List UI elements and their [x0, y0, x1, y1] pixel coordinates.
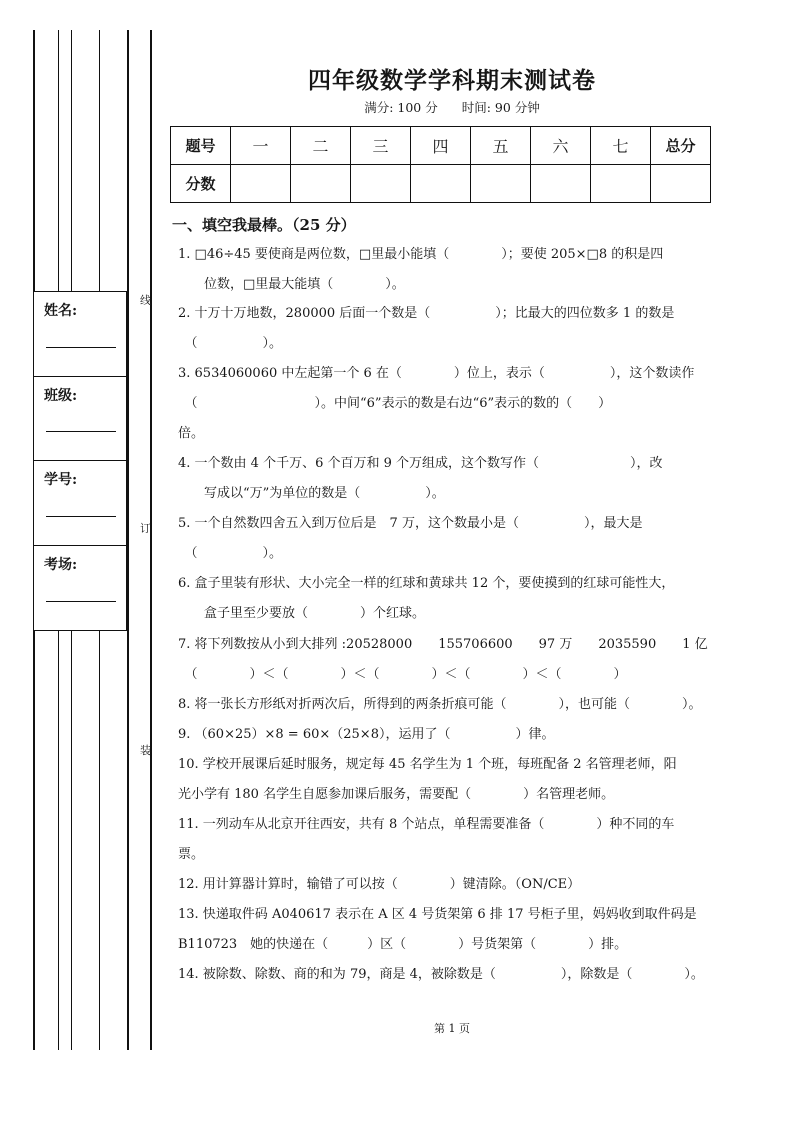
question-line: 5. 一个自然数四舍五入到万位后是 7 万，这个数最小是（ ），最大是	[178, 516, 643, 531]
full-score: 满分: 100 分	[364, 100, 438, 115]
question-line: 光小学有 180 名学生自愿参加课后服务，需要配（ ）名管理老师。	[178, 787, 615, 802]
class-label: 班级:	[44, 387, 78, 404]
header-cell: 总分	[651, 127, 711, 165]
question-line: 倍。	[178, 426, 205, 441]
question-5	[178, 509, 750, 569]
binding-line	[127, 30, 129, 1050]
question-4	[178, 449, 750, 509]
score-table	[170, 126, 711, 203]
exam-room-blank[interactable]	[46, 601, 116, 602]
question-11	[178, 810, 750, 870]
question-line: 写成以“万”为单位的数是（ ）。	[178, 486, 445, 501]
question-line: （ ）。	[178, 546, 283, 561]
question-1	[178, 240, 750, 300]
exam-room-cell[interactable]	[34, 546, 126, 631]
question-line: （ ）＜（ ）＜（ ）＜（ ）＜（ ）	[178, 667, 627, 682]
exam-time: 时间: 90 分钟	[461, 100, 540, 115]
student-id-cell[interactable]	[34, 461, 126, 546]
header-cell: 二	[291, 127, 351, 165]
header-cell: 七	[591, 127, 651, 165]
name-cell[interactable]	[34, 292, 126, 377]
score-cell[interactable]	[471, 165, 531, 203]
score-table-header-row	[171, 127, 711, 165]
exam-room-label: 考场:	[44, 556, 78, 573]
header-cell: 五	[471, 127, 531, 165]
question-9	[178, 720, 750, 750]
question-8	[178, 690, 750, 720]
class-blank[interactable]	[46, 431, 116, 432]
question-line: （ ）。中间“6”表示的数是右边“6”表示的数的（ ）	[178, 396, 612, 411]
page-title: 四年级数学学科期末测试卷	[308, 67, 596, 94]
score-cell[interactable]	[531, 165, 591, 203]
score-cell[interactable]	[411, 165, 471, 203]
exam-meta	[0, 98, 794, 116]
header-cell: 一	[231, 127, 291, 165]
binding-line	[150, 30, 152, 1050]
seal-char-pack: 装	[140, 744, 151, 757]
header-cell: 三	[351, 127, 411, 165]
student-id-label: 学号:	[44, 472, 78, 488]
question-10	[178, 750, 750, 810]
question-line: 13. 快递取件码 A040617 表示在 A 区 4 号货架第 6 排 17 号柜子里，妈妈收到取件码是	[178, 907, 697, 922]
score-cell[interactable]	[291, 165, 351, 203]
question-line: （ ）。	[178, 336, 283, 351]
class-cell[interactable]	[34, 377, 126, 462]
score-row-label: 分数	[171, 165, 231, 203]
score-cell[interactable]	[231, 165, 291, 203]
question-line: 4. 一个数由 4 个千万、6 个百万和 9 个万组成，这个数写作（ ），改	[178, 456, 663, 471]
question-line: 票。	[178, 847, 205, 862]
student-id-blank[interactable]	[46, 516, 116, 517]
question-line: 14. 被除数、除数、商的和为 79，商是 4，被除数是（ ），除数是（ ）。	[178, 967, 704, 982]
question-line: 位数，□里最大能填（ ）。	[178, 277, 405, 292]
seal-char-line: 线	[140, 294, 151, 307]
score-cell[interactable]	[351, 165, 411, 203]
question-3	[178, 359, 750, 449]
header-cell: 四	[411, 127, 471, 165]
score-cell[interactable]	[591, 165, 651, 203]
question-line: 12. 用计算器计算时，输错了可以按（ ）键清除。（ON/CE）	[178, 877, 581, 892]
question-line: 10. 学校开展课后延时服务，规定每 45 名学生为 1 个班，每班配备 2 名管理老师，阳	[178, 757, 677, 772]
question-line: B110723 她的快递在（ ）区（ ）号货架第（ ）排。	[178, 937, 628, 952]
question-line: 11. 一列动车从北京开往西安，共有 8 个站点，单程需要准备（ ）种不同的车	[178, 817, 675, 832]
question-line: 盒子里至少要放（ ）个红球。	[178, 606, 426, 621]
question-2	[178, 299, 750, 359]
question-line: 9. （60×25）×8 = 60×（25×8），运用了（ ）律。	[178, 727, 555, 742]
question-7	[178, 630, 750, 690]
score-cell[interactable]	[651, 165, 711, 203]
student-info-box	[33, 291, 127, 631]
section-heading: 一、填空我最棒。（25 分）	[172, 216, 356, 234]
question-line: 2. 十万十万地数，280000 后面一个数是（ ）；比最大的四位数多 1 的数是	[178, 306, 675, 321]
question-6	[178, 569, 750, 629]
header-cell: 题号	[171, 127, 231, 165]
question-line: 7. 将下列数按从小到大排列 :20528000 155706600 97 万 2035590 1 亿	[178, 637, 708, 652]
score-table-score-row	[171, 165, 711, 203]
question-line: 3. 6534060060 中左起第一个 6 在（ ）位上，表示（ ），这个数读作	[178, 366, 695, 381]
question-14	[178, 960, 750, 990]
question-line: 6. 盒子里装有形状、大小完全一样的红球和黄球共 12 个，要使摸到的红球可能性大，	[178, 576, 675, 591]
page-number: 第 1 页	[434, 1022, 470, 1035]
name-label: 姓名:	[44, 303, 78, 319]
question-12	[178, 870, 750, 900]
name-blank[interactable]	[46, 347, 116, 348]
question-13	[178, 900, 750, 960]
seal-char-bind: 订	[140, 522, 151, 535]
question-line: 8. 将一张长方形纸对折两次后，所得到的两条折痕可能（ ），也可能（ ）。	[178, 697, 702, 712]
header-cell: 六	[531, 127, 591, 165]
question-line: 1. □46÷45 要使商是两位数，□里最小能填（ ）；要使 205×□8 的积是四	[178, 247, 664, 262]
